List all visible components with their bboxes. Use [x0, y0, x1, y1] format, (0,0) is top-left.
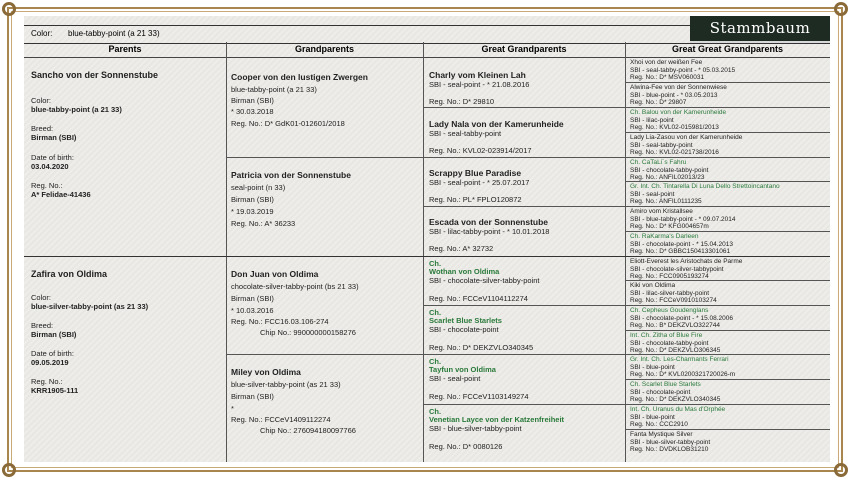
grandparent-color: seal-point (n 33)	[231, 183, 286, 192]
gg-name: Int. Ch. Uranus du Mas d'Orphée	[630, 406, 726, 413]
parent-breed: Birman (SBI)	[31, 133, 77, 142]
gg-reg: Reg. No.: D* 29807	[630, 99, 687, 106]
great-grandparent-info: SBI - seal-point - * 25.07.2017	[429, 178, 530, 187]
gg-name: Xhoi von der weißen Fee	[630, 59, 703, 66]
great-grandparent-name: Wothan von Oldima	[429, 267, 500, 276]
grandparent-name: Miley von Oldima	[231, 367, 301, 377]
parent-name: Zafira von Oldima	[31, 269, 108, 279]
gg-info: SBI - chocolate-silver-tabbypoint	[630, 266, 724, 273]
great-grandparent-reg: Reg. No.: A* 32732	[429, 244, 494, 253]
parent-dob-label: Date of birth:	[31, 349, 74, 358]
gg-name: Ch. Cepheus Goudenglans	[630, 307, 709, 314]
great-grandparent-reg: Reg. No.: D* 29810	[429, 97, 495, 106]
grandparent-breed: Birman (SBI)	[231, 294, 274, 303]
great-grandparent-info: SBI - chocolate-silver-tabby-point	[429, 276, 540, 285]
gg-info: SBI - chocolate-tabby-point	[630, 167, 709, 174]
gg-reg: Reg. No.: KVL02-015981/2013	[630, 124, 719, 131]
gg-info: SBI - blue-silver-tabby-point	[630, 439, 711, 446]
pedigree-document	[24, 16, 830, 462]
parent-color: blue-silver-tabby-point (as 21 33)	[31, 302, 149, 311]
gg-info: SBI - chocolate-point	[630, 389, 691, 396]
great-grandparent-info: SBI - seal-point	[429, 374, 481, 383]
great-grandparent-title: Ch.	[429, 407, 442, 416]
corner-ornament-icon	[834, 2, 848, 16]
grid-line	[625, 330, 830, 331]
grandparent-breed: Birman (SBI)	[231, 96, 274, 105]
great-grandparent-name: Scarlet Blue Starlets	[429, 316, 502, 325]
gg-info: SBI - lilac-point	[630, 117, 674, 124]
gg-reg: Reg. No.: FCCeV0910103274	[630, 297, 717, 304]
gg-info: SBI - lilac-silver-tabby-point	[630, 290, 710, 297]
gg-name: Gr. Int. Ch. Les-Charmants Ferrari	[630, 356, 729, 363]
great-grandparent-reg: Reg. No.: FCCeV1104112274	[429, 294, 528, 303]
great-grandparent-name: Escada von der Sonnenstube	[429, 217, 549, 227]
gg-reg: Reg. No.: D* KVL0200321720026-m	[630, 371, 736, 378]
grid-line	[423, 107, 830, 108]
gg-name: Gr. Int. Ch. Tintarella Di Luna Dello Strettoincantano	[630, 183, 780, 190]
gg-name: Ch. Scarlet Blue Starlets	[630, 381, 701, 388]
parent-color-label: Color:	[31, 293, 52, 302]
header-great-great-grandparents: Great Great Grandparents	[625, 42, 830, 58]
gg-reg: Reg. No.: CCC2910	[630, 421, 688, 428]
gg-info: SBI - chocolate-tabby-point	[630, 340, 709, 347]
gg-info: SBI - blue-point - * 03.05.2013	[630, 92, 718, 99]
parent-reg: KRR1905-111	[31, 386, 79, 395]
grandparent-dob: * 10.03.2016	[231, 306, 274, 315]
gg-info: SBI - seal-point	[630, 191, 675, 198]
parent-breed-label: Breed:	[31, 124, 54, 133]
parent-breed-label: Breed:	[31, 321, 54, 330]
parent-reg-label: Reg. No.:	[31, 181, 63, 190]
grandparent-name: Patricia von der Sonnenstube	[231, 170, 351, 180]
parent-dob: 03.04.2020	[31, 162, 69, 171]
gg-reg: Reg. No.: D* DEKZVLO340345	[630, 396, 721, 403]
great-grandparent-name: Scrappy Blue Paradise	[429, 168, 522, 178]
gg-name: Ch. Balou von der Kamerunheide	[630, 109, 727, 116]
parent-name: Sancho von der Sonnenstube	[31, 70, 159, 80]
grid-line	[423, 404, 830, 405]
parent-reg: A* Felidae-41436	[31, 190, 91, 199]
great-grandparent-info: SBI - seal-tabby-point	[429, 129, 502, 138]
great-grandparent-reg: Reg. No.: D* 0080126	[429, 442, 503, 451]
color-row-label: Color:	[31, 29, 53, 38]
grandparent-color: blue-silver-tabby-point (as 21 33)	[231, 380, 341, 389]
grandparent-chip: Chip No.: 276094180097766	[260, 426, 356, 435]
gg-name: Int. Ch. Zitha of Blue Fire	[630, 332, 703, 339]
grid-line	[226, 157, 830, 158]
gg-name: Ch. RaKarma's Darleen	[630, 233, 699, 240]
grandparent-color: chocolate-silver-tabby-point (bs 21 33)	[231, 282, 359, 291]
gg-name: Kiki von Oldima	[630, 282, 676, 289]
great-grandparent-name: Tayfun von Oldima	[429, 365, 496, 374]
gg-name: Fanta Mystique Silver	[630, 431, 693, 438]
parent-reg-label: Reg. No.:	[31, 377, 63, 386]
gg-reg: Reg. No.: B* DEKZVLO322744	[630, 322, 720, 329]
parent-color: blue-tabby-point (a 21 33)	[31, 105, 122, 114]
header-great-grandparents: Great Grandparents	[423, 42, 625, 58]
gg-name: Eliott-Everest les Aristochats de Parme	[630, 258, 743, 265]
header-grandparents: Grandparents	[226, 42, 423, 58]
corner-ornament-icon	[2, 463, 16, 477]
parent-breed: Birman (SBI)	[31, 330, 77, 339]
corner-ornament-icon	[834, 463, 848, 477]
grandparent-breed: Birman (SBI)	[231, 195, 274, 204]
grid-line	[625, 231, 830, 232]
great-grandparent-info: SBI - lilac-tabby-point - * 10.01.2018	[429, 227, 550, 236]
gg-reg: Reg. No.: ANFIL02013/23	[630, 174, 705, 181]
great-grandparent-name: Charly vom Kleinen Lah	[429, 70, 526, 80]
parent-dob: 09.05.2019	[31, 358, 69, 367]
great-grandparent-reg: Reg. No.: KVL02-023914/2017	[429, 146, 532, 155]
grandparent-dob: * 30.03.2018	[231, 107, 274, 116]
grid-line	[625, 379, 830, 380]
grandparent-color: blue-tabby-point (a 21 33)	[231, 85, 317, 94]
grid-line	[423, 206, 830, 207]
great-grandparent-title: Ch.	[429, 259, 442, 268]
grandparent-reg: Reg. No.: FCCeV1409112274	[231, 415, 331, 424]
grid-line	[24, 256, 830, 257]
grid-line	[625, 82, 830, 83]
gg-reg: Reg. No.: D* DEKZVLO306345	[630, 347, 721, 354]
gg-reg: Reg. No.: D* MSV060031	[630, 74, 705, 81]
gg-reg: Reg. No.: FCC0905193274	[630, 273, 709, 280]
gg-reg: Reg. No.: KVL02-021738/2016	[630, 149, 719, 156]
corner-ornament-icon	[2, 2, 16, 16]
parent-color-label: Color:	[31, 96, 52, 105]
grandparent-dob: * 19.03.2019	[231, 207, 274, 216]
gg-info: SBI - blue-point	[630, 364, 675, 371]
gg-info: SBI - chocolate-point - * 15.04.2013	[630, 241, 733, 248]
parent-dob-label: Date of birth:	[31, 153, 74, 162]
grid-line	[625, 132, 830, 133]
grandparent-dob: *	[231, 404, 234, 413]
great-grandparent-title: Ch.	[429, 357, 442, 366]
gg-info: SBI - chocolate-point - * 15.08.2006	[630, 315, 733, 322]
great-grandparent-info: SBI - chocolate-point	[429, 325, 499, 334]
grandparent-reg: Reg. No.: FCC16.03.106-274	[231, 317, 329, 326]
grandparent-chip: Chip No.: 990000000158276	[260, 328, 356, 337]
great-grandparent-reg: Reg. No.: D* DEKZVLO340345	[429, 343, 534, 352]
gg-name: Alwina-Fee von der Sonnenwiese	[630, 84, 727, 91]
gg-reg: Reg. No.: ANFIL0111235	[630, 198, 702, 205]
grid-line	[226, 42, 227, 462]
gg-name: Ch. CaTaLi´s Fahru	[630, 159, 687, 166]
gg-reg: Reg. No.: D* KFG004657m	[630, 223, 709, 230]
grandparent-reg: Reg. No.: D* GdK01-012601/2018	[231, 119, 345, 128]
great-grandparent-info: SBI - blue-silver-tabby-point	[429, 424, 522, 433]
grid-line	[625, 42, 626, 462]
gg-info: SBI - blue-point	[630, 414, 675, 421]
great-grandparent-info: SBI - seal-point - * 21.08.2016	[429, 80, 530, 89]
stammbaum-brand: Stammbaum	[690, 16, 830, 43]
gg-info: SBI - seal-tabby-point - * 05.03.2015	[630, 67, 736, 74]
gg-name: Lady Lia-Zasou von der Kamerunheide	[630, 134, 743, 141]
grandparent-name: Don Juan von Oldima	[231, 269, 319, 279]
great-grandparent-title: Ch.	[429, 308, 442, 317]
header-parents: Parents	[24, 42, 226, 58]
great-grandparent-reg: Reg. No.: FCCeV1103149274	[429, 392, 529, 401]
gg-reg: Reg. No.: DVDKLOB31210	[630, 446, 709, 453]
great-grandparent-name: Venetian Layce von der Katzenfreiheit	[429, 415, 565, 424]
gg-info: SBI - blue-tabby-point - * 09.07.2014	[630, 216, 736, 223]
grandparent-reg: Reg. No.: A* 36233	[231, 219, 296, 228]
color-row-value: blue-tabby-point (a 21 33)	[68, 29, 160, 38]
gg-name: Amiro vom Kristallsee	[630, 208, 693, 215]
gg-reg: Reg. No.: D* GBBC150413301061	[630, 248, 731, 255]
grid-line	[423, 42, 424, 462]
great-grandparent-name: Lady Nala von der Kamerunheide	[429, 119, 564, 129]
gg-info: SBI - seal-tabby-point	[630, 142, 693, 149]
grid-line	[226, 354, 830, 355]
great-grandparent-reg: Reg. No.: PL* FPLO120872	[429, 195, 522, 204]
grandparent-name: Cooper von den lustigen Zwergen	[231, 72, 368, 82]
grid-line	[423, 305, 830, 306]
grid-line	[625, 429, 830, 430]
grandparent-breed: Birman (SBI)	[231, 392, 274, 401]
